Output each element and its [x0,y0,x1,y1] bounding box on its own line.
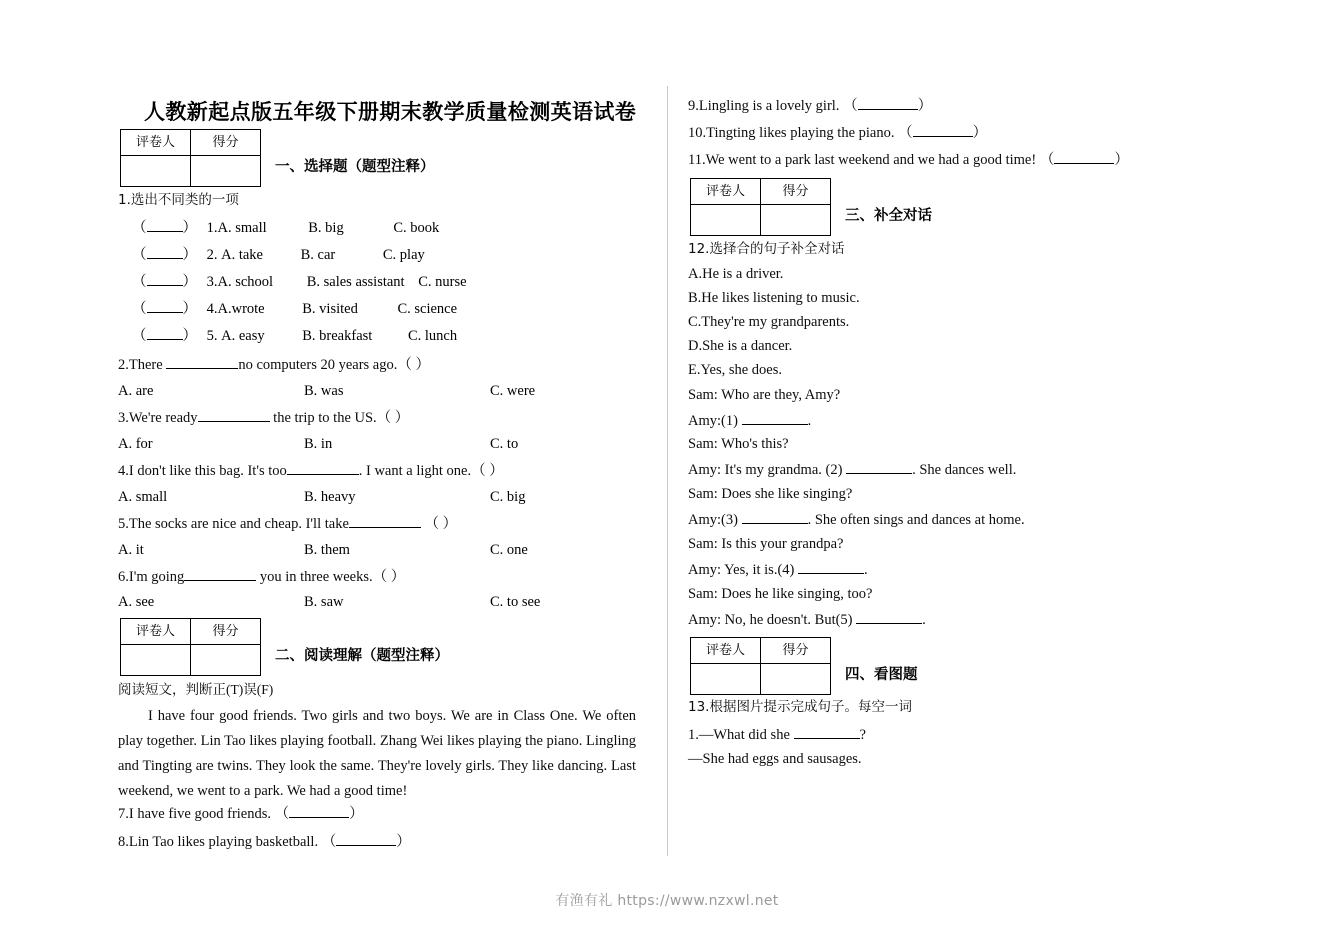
scorer-table [120,618,261,676]
dialogue-line-4-pre: Amy: It's my grandma. (2) [688,462,843,478]
odd-one-out-row-1 [132,219,439,237]
question-4-stem-post: . I want a light one.（ ） [358,463,504,479]
scorer-cell-reviewer[interactable] [121,156,191,187]
scorer-cell-score[interactable] [191,156,261,187]
odd-one-out-c-4: C. science [397,301,458,317]
scorer-cell-score[interactable] [761,664,831,695]
picture-task-blank[interactable] [794,726,860,739]
question-2-option-b[interactable]: B. was [304,383,344,399]
question-5-option-b[interactable]: B. them [304,542,350,558]
question-6-stem [118,568,405,586]
dialogue-line-1: Sam: Who are they, Amy? [688,387,841,403]
question-2-stem-pre: 2.There [118,357,163,373]
question-3-option-c[interactable]: C. to [490,436,519,452]
scorer-table [690,637,831,695]
scorer-cell-reviewer[interactable] [121,645,191,676]
dialogue-line-6-pre: Amy:(3) [688,512,738,528]
dialogue-line-10-post: . [922,612,926,628]
dialogue-blank-1[interactable] [742,412,808,425]
scorer-col-reviewer: 评卷人 [121,619,191,645]
odd-one-out-a-2: A. take [221,247,263,263]
scorer-col-reviewer: 评卷人 [691,179,761,205]
dialogue-line-4 [688,461,1016,479]
odd-one-out-b-2: B. car [300,247,336,263]
dialogue-line-4-post: . She dances well. [912,462,1017,478]
odd-one-out-a-5: A. easy [221,328,265,344]
scorer-cell-score[interactable] [761,205,831,236]
picture-task-question-pre: 1.—What did she [688,727,790,743]
dialogue-choice-c[interactable]: C.They're my grandparents. [688,314,850,330]
dialogue-choice-e[interactable]: E.Yes, she does. [688,362,782,378]
dialogue-line-8-post: . [863,562,868,578]
scorer-table [690,178,831,236]
odd-one-out-c-1: C. book [393,220,440,236]
tf-item-7-text: 7.I have five good friends. [118,806,272,822]
section-heading-3: 三、补全对话 [845,207,932,224]
answer-blank-1[interactable]: （ ） [132,220,197,236]
scorer-col-score: 得分 [191,130,261,156]
scorer-col-score: 得分 [191,619,261,645]
answer-blank-2[interactable]: （ ） [132,247,197,263]
answer-blank-4[interactable]: （ ） [132,301,197,317]
odd-one-out-a-4: A.wrote [217,301,265,317]
dialogue-line-6 [688,511,1025,529]
question-2-blank[interactable] [166,356,238,369]
dialogue-blank-4[interactable] [798,561,864,574]
question-1-prompt: 1.选出不同类的一项 [118,192,239,208]
picture-task-question [688,726,866,744]
odd-one-out-a-1: A. small [217,220,267,236]
question-3-stem-pre: 3.We're ready [118,410,198,426]
question-5-blank[interactable] [349,515,421,528]
tf-item-11 [688,151,1129,169]
odd-one-out-c-2: C. play [382,247,425,263]
section-heading-2: 二、阅读理解（题型注释） [275,647,449,664]
dialogue-line-2-pre: Amy:(1) [688,413,738,429]
odd-one-out-b-5: B. breakfast [302,328,373,344]
left-column [118,0,658,944]
tf-item-7-blank[interactable]: （ ） [274,806,364,822]
dialogue-line-5: Sam: Does she like singing? [688,486,853,502]
scorer-table [120,129,261,187]
odd-one-out-num-5: 5. [206,328,218,344]
dialogue-line-8 [688,561,868,579]
scorer-col-score: 得分 [761,179,831,205]
scorer-cell-reviewer[interactable] [691,664,761,695]
question-3-option-a[interactable]: A. for [118,436,153,452]
answer-blank-5[interactable]: （ ） [132,328,197,344]
odd-one-out-num-1: 1. [206,220,218,236]
column-divider [667,86,668,856]
odd-one-out-row-5 [132,327,457,345]
question-2-stem [118,356,430,374]
dialogue-choice-d[interactable]: D.She is a dancer. [688,338,793,354]
question-4-option-c[interactable]: C. big [490,489,526,505]
picture-task-answer: —She had eggs and sausages. [688,751,862,767]
tf-item-10-text: 10.Tingting likes playing the piano. [688,125,895,141]
reading-instruction: 阅读短文，判断正(T)误(F) [118,682,274,697]
question-4-stem [118,462,504,480]
question-4-option-a[interactable]: A. small [118,489,168,505]
dialogue-blank-3[interactable] [742,511,808,524]
odd-one-out-row-3 [132,273,467,291]
question-5-stem-pre: 5.The socks are nice and cheap. I'll take [118,516,349,532]
tf-item-7 [118,805,364,823]
dialogue-line-7: Sam: Is this your grandpa? [688,536,844,552]
dialogue-line-2-post: . [807,413,812,429]
question-3-stem-post: the trip to the US.（ ） [273,410,410,426]
question-6-option-b[interactable]: B. saw [304,594,344,610]
question-3-option-b[interactable]: B. in [304,436,333,452]
question-4-blank[interactable] [287,462,359,475]
dialogue-line-2 [688,412,811,430]
odd-one-out-c-5: C. lunch [407,328,458,344]
question-3-blank[interactable] [198,409,270,422]
question-5-stem-post: （ ） [424,516,458,532]
question-6-option-c[interactable]: C. to see [490,594,541,610]
tf-item-9-text: 9.Lingling is a lovely girl. [688,98,840,114]
question-4-option-b[interactable]: B. heavy [304,489,356,505]
odd-one-out-b-4: B. visited [302,301,358,317]
scorer-block-section2 [120,618,449,676]
odd-one-out-num-3: 3. [206,274,218,290]
section-heading-4: 四、看图题 [845,666,918,683]
question-5-option-a[interactable]: A. it [118,542,144,558]
question-2-stem-post: no computers 20 years ago.（ ） [238,357,430,373]
dialogue-line-9: Sam: Does he like singing, too? [688,586,873,602]
question-6-stem-post: you in three weeks.（ ） [259,569,406,585]
dialogue-choice-a[interactable]: A.He is a driver. [688,266,784,282]
odd-one-out-num-2: 2. [206,247,218,263]
dialogue-line-8-pre: Amy: Yes, it is.(4) [688,562,795,578]
question-5-stem [118,515,457,533]
dialogue-line-3: Sam: Who's this? [688,436,789,452]
dialogue-line-6-post: . She often sings and dances at home. [807,512,1025,528]
odd-one-out-a-3: A. school [217,274,274,290]
scorer-block-section3 [690,178,932,236]
question-6-stem-pre: 6.I'm going [118,569,185,585]
page-title: 人教新起点版五年级下册期末教学质量检测英语试卷 [144,100,637,124]
question-5-option-c[interactable]: C. one [490,542,528,558]
odd-one-out-b-3: B. sales assistant [306,274,405,290]
dialogue-line-10-pre: Amy: No, he doesn't. But(5) [688,612,853,628]
scorer-col-reviewer: 评卷人 [121,130,191,156]
picture-task-instruction: 13.根据图片提示完成句子。每空一词 [688,699,912,715]
odd-one-out-row-4 [132,300,457,318]
scorer-col-reviewer: 评卷人 [691,638,761,664]
question-6-blank[interactable] [184,568,256,581]
odd-one-out-b-1: B. big [308,220,344,236]
picture-task-question-post: ? [859,727,866,743]
question-3-stem [118,409,409,427]
question-2-option-a[interactable]: A. are [118,383,154,399]
right-column [688,0,1258,944]
dialogue-blank-2[interactable] [846,461,912,474]
dialogue-blank-5[interactable] [856,611,922,624]
scorer-col-score: 得分 [761,638,831,664]
tf-item-11-blank[interactable]: （ ） [1039,152,1129,168]
question-2-option-c[interactable]: C. were [490,383,536,399]
watermark: 有渔有礼 https://www.nzxwl.net [555,893,779,909]
tf-item-10-blank[interactable]: （ ） [898,125,988,141]
scorer-cell-score[interactable] [191,645,261,676]
reading-passage: I have four good friends. Two girls and two boys. We are in Class One. We often play together. Lin Tao likes playing football. Zhang Wei likes playing the piano. Lingling and Tingting are twins. They look the same. They're lovely girls. They like dancing. Last weekend, we went to a park. We had a good time! [118,708,636,799]
odd-one-out-num-4: 4. [206,301,218,317]
odd-one-out-c-3: C. nurse [418,274,467,290]
tf-item-8-text: 8.Lin Tao likes playing basketball. [118,834,319,850]
dialogue-instruction: 12.选择合的句子补全对话 [688,241,845,257]
odd-one-out-row-2 [132,246,425,264]
scorer-block-section1 [120,129,435,187]
scorer-block-section4 [690,637,918,695]
tf-item-10 [688,124,987,142]
dialogue-line-10 [688,611,926,629]
question-6-option-a[interactable]: A. see [118,594,155,610]
tf-item-11-text: 11.We went to a park last weekend and we had a good time! [688,152,1037,168]
section-heading-1: 一、选择题（题型注释） [275,158,435,175]
tf-item-8-blank[interactable]: （ ） [321,834,411,850]
dialogue-choice-b[interactable]: B.He likes listening to music. [688,290,860,306]
tf-item-8 [118,833,411,851]
question-4-stem-pre: 4.I don't like this bag. It's too [118,463,287,479]
tf-item-9 [688,97,932,115]
answer-blank-3[interactable]: （ ） [132,274,197,290]
scorer-cell-reviewer[interactable] [691,205,761,236]
tf-item-9-blank[interactable]: （ ） [843,98,933,114]
